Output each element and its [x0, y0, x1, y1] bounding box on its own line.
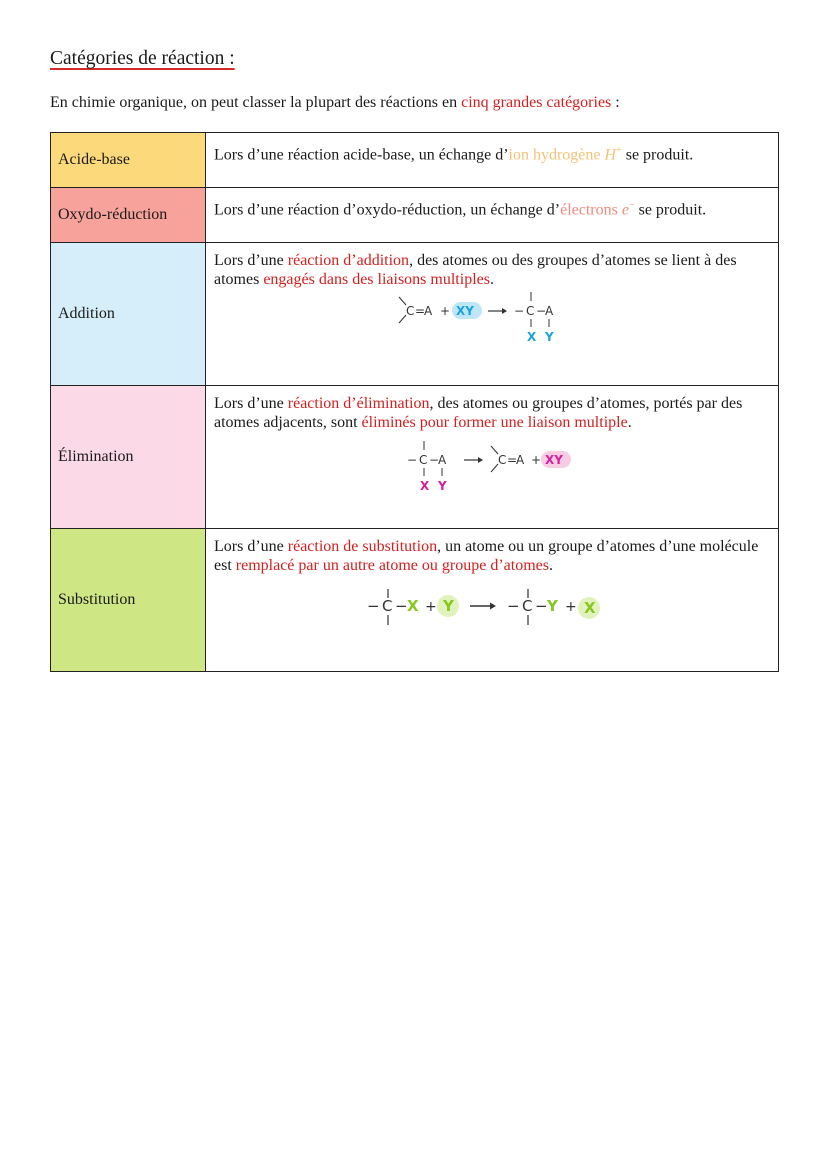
eq-bond-left: − [514, 304, 525, 318]
eq-product-atom-a: A [545, 304, 554, 318]
intro-paragraph [50, 94, 620, 112]
eq-reagent-y: Y [443, 597, 454, 615]
eq-bond-right: − [395, 597, 408, 615]
desc-highlight: réaction d’addition [287, 252, 410, 269]
desc-text: , un atome ou un groupe d’atomes d’une molécule est [214, 538, 759, 574]
desc-symbol: e [621, 201, 629, 219]
eq-product-atom-c: C [522, 597, 533, 615]
eq-double-bond: = [507, 453, 518, 467]
category-label-text: Addition [58, 305, 115, 322]
desc-symbol: H [604, 146, 617, 164]
eq-atom-a: A [438, 453, 447, 467]
desc-highlight: réaction d’élimination [287, 395, 430, 412]
desc-highlight: ion hydrogène [508, 146, 605, 164]
category-label-elimination [51, 386, 206, 529]
eq-reactant-y: Y [438, 479, 447, 493]
table-row-substitution [51, 529, 779, 672]
desc-highlight: remplacé par un autre atome ou groupe d’atomes [235, 557, 549, 574]
desc-text: Lors d’une réaction acide-base, un échange d’ [214, 146, 509, 164]
desc-text: se produit. [634, 201, 707, 219]
eq-atom-a: A [424, 304, 433, 318]
eq-double-bond: = [415, 304, 426, 318]
category-label-text: Acide-base [58, 151, 130, 168]
table-row-elimination [51, 386, 779, 529]
reaction-categories-table [50, 132, 779, 672]
category-label-substitution [51, 529, 206, 672]
category-description-addition [206, 243, 779, 386]
eq-reactant-x: X [420, 479, 430, 493]
desc-highlight: réaction de substitution [287, 538, 438, 555]
category-label-text: Oxydo-réduction [58, 206, 168, 223]
eq-product-bond-left: − [507, 597, 520, 615]
eq-product-x: X [527, 330, 537, 344]
desc-superscript: − [628, 200, 635, 211]
eq-product-plus: + [565, 599, 577, 615]
desc-highlight: éliminés pour former une liaison multiple [361, 414, 628, 431]
eq-plus: + [440, 304, 451, 318]
arrow-icon [502, 308, 507, 314]
desc-text: Lors d’une [214, 538, 288, 555]
desc-highlight: électrons [560, 201, 622, 219]
desc-text: . [627, 414, 632, 431]
table-row-acid-base [51, 133, 779, 188]
eq-reagent-xy: XY [456, 304, 474, 318]
addition-equation-diagram [397, 289, 587, 349]
eq-product-atom-c: C [526, 304, 535, 318]
eq-bond-middle: − [536, 304, 547, 318]
intro-text-after: : [611, 94, 620, 111]
arrow-icon [478, 457, 483, 463]
eq-product-y: Y [547, 597, 558, 615]
substitution-equation-diagram [367, 583, 617, 633]
eq-reactant-x: X [407, 597, 419, 615]
category-description-substitution [206, 529, 779, 672]
desc-highlight: engagés dans des liaisons multiples [263, 271, 490, 288]
category-description-elimination [206, 386, 779, 529]
eq-product-bond-right: − [535, 597, 548, 615]
intro-text-before: En chimie organique, on peut classer la plupart des réactions en [50, 94, 462, 111]
eq-atom-c: C [419, 453, 428, 467]
table-row-addition [51, 243, 779, 386]
desc-paragraph [214, 537, 770, 575]
desc-paragraph [214, 394, 770, 432]
desc-superscript: + [616, 145, 622, 156]
desc-text: . [548, 557, 553, 574]
desc-text: Lors d’une [214, 252, 288, 269]
eq-atom-c: C [406, 304, 415, 318]
desc-text: , des atomes ou groupes d’atomes, portés par des atomes adjacents, sont [214, 395, 743, 431]
category-label-oxydo-reduction [51, 188, 206, 243]
eq-bond-left: − [407, 453, 418, 467]
category-label-addition [51, 243, 206, 386]
eq-product-atom-c: C [498, 453, 507, 467]
category-label-text: Élimination [58, 448, 134, 465]
desc-text: Lors d’une [214, 395, 288, 412]
eq-product-atom-a: A [516, 453, 525, 467]
category-label-acid-base [51, 133, 206, 188]
desc-text: Lors d’une réaction d’oxydo-réduction, un échange d’ [214, 201, 561, 219]
page-title: Catégories de réaction : [50, 48, 235, 69]
eq-plus: + [531, 453, 542, 467]
desc-text: . [489, 271, 494, 288]
desc-paragraph [214, 251, 770, 289]
table-row-oxydo-reduction [51, 188, 779, 243]
eq-product-x: X [584, 599, 596, 617]
elimination-equation-diagram [407, 438, 577, 498]
eq-product-y: Y [545, 330, 554, 344]
category-description-acid-base [206, 133, 779, 188]
eq-plus: + [425, 599, 437, 615]
category-description-oxydo-reduction [206, 188, 779, 243]
eq-atom-c: C [382, 597, 393, 615]
desc-text: se produit. [621, 146, 694, 164]
intro-highlight: cinq grandes catégories [461, 94, 612, 111]
desc-text: , des atomes ou des groupes d’atomes se lient à des atomes [214, 252, 737, 288]
eq-product-xy: XY [545, 453, 563, 467]
category-label-text: Substitution [58, 591, 136, 608]
eq-bond-middle: − [429, 453, 440, 467]
arrow-icon [490, 603, 496, 610]
eq-bond-left: − [367, 597, 380, 615]
